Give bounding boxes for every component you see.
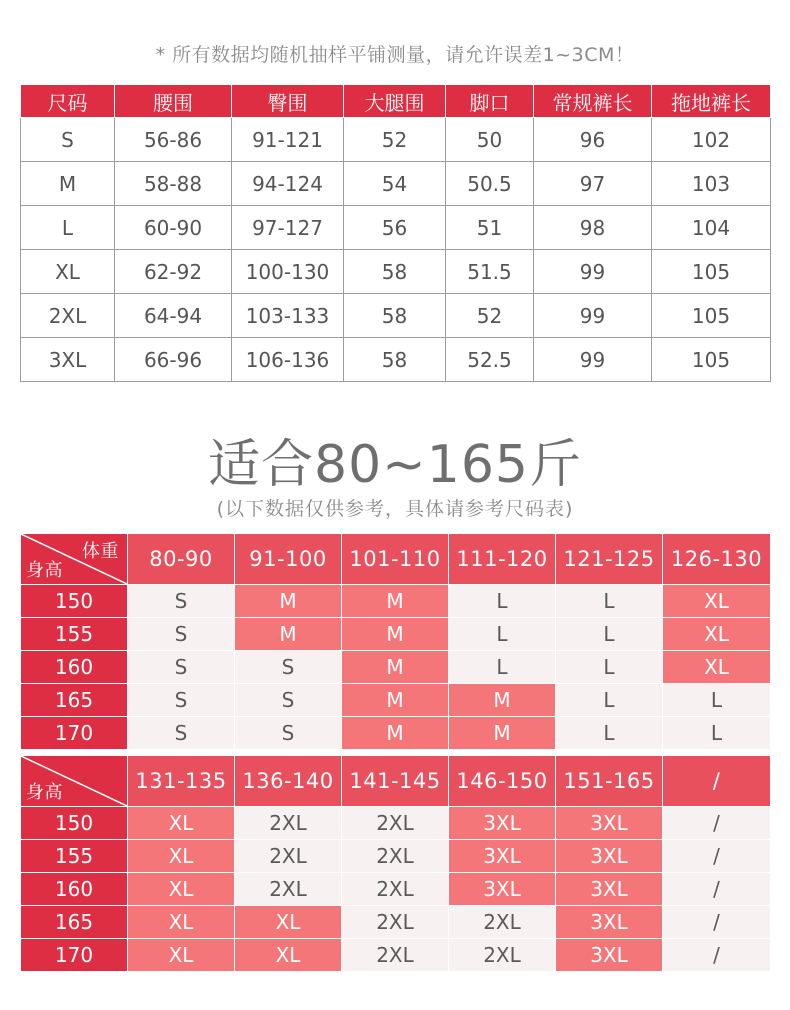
height-row [21, 651, 771, 684]
weight-range-header: 111-120 [449, 534, 556, 585]
height-label: 160 [21, 873, 128, 906]
header-size: 尺码 [21, 85, 115, 118]
height-label: 150 [21, 585, 128, 618]
height-row [21, 873, 771, 906]
weight-range-header: 146-150 [449, 756, 556, 807]
height-row [21, 684, 771, 717]
size-cell-long-length: 102 [652, 118, 771, 162]
height-label: 155 [21, 618, 128, 651]
size-cell-hem: 50 [446, 118, 534, 162]
size-cell-waist: 66-96 [115, 338, 232, 382]
weight-header-row [21, 534, 771, 585]
size-recommendation-cell: S [128, 618, 235, 651]
size-recommendation-cell: 2XL [449, 906, 556, 939]
size-recommendation-cell: 2XL [342, 840, 449, 873]
header-thigh: 大腿围 [344, 85, 446, 118]
size-recommendation-cell: 2XL [342, 906, 449, 939]
size-recommendation-table-1 [20, 533, 771, 750]
size-cell-waist: 60-90 [115, 206, 232, 250]
size-recommendation-cell: XL [128, 873, 235, 906]
size-recommendation-cell: L [663, 684, 771, 717]
height-label: 165 [21, 906, 128, 939]
size-recommendation-cell: M [342, 684, 449, 717]
size-cell-regular-length: 96 [534, 118, 652, 162]
size-recommendation-cell: M [342, 651, 449, 684]
height-row [21, 807, 771, 840]
size-cell-regular-length: 99 [534, 338, 652, 382]
size-recommendation-cell: 2XL [235, 807, 342, 840]
weight-range-header: 151-165 [556, 756, 663, 807]
size-recommendation-cell: M [342, 618, 449, 651]
size-cell-size: L [21, 206, 115, 250]
size-recommendation-cell: L [556, 585, 663, 618]
size-row [21, 338, 771, 382]
size-recommendation-cell: L [449, 585, 556, 618]
size-recommendation-cell: 2XL [342, 807, 449, 840]
size-cell-hem: 52.5 [446, 338, 534, 382]
size-recommendation-cell: M [449, 717, 556, 750]
size-cell-thigh: 56 [344, 206, 446, 250]
size-recommendation-cell: L [556, 618, 663, 651]
height-row [21, 717, 771, 750]
size-cell-waist: 56-86 [115, 118, 232, 162]
size-recommendation-cell: 2XL [342, 939, 449, 972]
size-recommendation-cell: 2XL [342, 873, 449, 906]
size-recommendation-cell: M [342, 585, 449, 618]
corner-cell [21, 534, 128, 585]
size-cell-thigh: 58 [344, 294, 446, 338]
size-cell-thigh: 52 [344, 118, 446, 162]
size-recommendation-cell: S [235, 651, 342, 684]
size-cell-hip: 100-130 [232, 250, 344, 294]
corner-cell [21, 756, 128, 807]
height-row [21, 585, 771, 618]
size-recommendation-cell: XL [663, 585, 771, 618]
size-cell-regular-length: 97 [534, 162, 652, 206]
size-row [21, 206, 771, 250]
size-cell-long-length: 105 [652, 250, 771, 294]
size-cell-long-length: 103 [652, 162, 771, 206]
size-cell-size: 2XL [21, 294, 115, 338]
size-row [21, 162, 771, 206]
size-cell-regular-length: 98 [534, 206, 652, 250]
height-label: 155 [21, 840, 128, 873]
size-cell-long-length: 105 [652, 338, 771, 382]
size-cell-waist: 58-88 [115, 162, 232, 206]
size-recommendation-cell: / [663, 939, 771, 972]
size-recommendation-cell: L [556, 717, 663, 750]
size-cell-waist: 64-94 [115, 294, 232, 338]
size-recommendation-cell: S [128, 651, 235, 684]
size-recommendation-cell: S [235, 717, 342, 750]
size-recommendation-cell: / [663, 840, 771, 873]
size-recommendation-cell: M [342, 717, 449, 750]
size-recommendation-cell: S [128, 717, 235, 750]
corner-height-label: 身高 [26, 560, 63, 581]
height-label: 170 [21, 717, 128, 750]
height-row [21, 618, 771, 651]
size-cell-hip: 103-133 [232, 294, 344, 338]
height-label: 150 [21, 807, 128, 840]
size-recommendation-cell: L [556, 651, 663, 684]
size-cell-long-length: 105 [652, 294, 771, 338]
size-chart-table [20, 84, 771, 382]
weight-range-header: 126-130 [663, 534, 771, 585]
size-recommendation-cell: / [663, 873, 771, 906]
size-recommendation-cell: L [449, 618, 556, 651]
size-cell-size: 3XL [21, 338, 115, 382]
size-cell-hip: 94-124 [232, 162, 344, 206]
height-label: 160 [21, 651, 128, 684]
size-recommendation-cell: 2XL [235, 873, 342, 906]
corner-height-label: 身高 [26, 782, 63, 803]
size-cell-hem: 52 [446, 294, 534, 338]
corner-weight-label: 体重 [82, 541, 119, 562]
height-label: 165 [21, 684, 128, 717]
size-recommendation-cell: XL [128, 939, 235, 972]
size-recommendation-cell: / [663, 906, 771, 939]
header-long-length: 拖地裤长 [652, 85, 771, 118]
size-recommendation-cell: XL [128, 840, 235, 873]
weight-range-header: 121-125 [556, 534, 663, 585]
weight-range-header: 141-145 [342, 756, 449, 807]
size-cell-size: M [21, 162, 115, 206]
size-row [21, 118, 771, 162]
height-row [21, 939, 771, 972]
size-recommendation-cell: M [235, 618, 342, 651]
size-recommendation-cell: L [449, 651, 556, 684]
size-cell-hip: 97-127 [232, 206, 344, 250]
weight-range-header: 131-135 [128, 756, 235, 807]
size-cell-size: XL [21, 250, 115, 294]
size-recommendation-cell: / [663, 807, 771, 840]
size-recommendation-cell: S [128, 684, 235, 717]
size-recommendation-cell: XL [663, 618, 771, 651]
size-cell-regular-length: 99 [534, 294, 652, 338]
size-recommendation-cell: M [449, 684, 556, 717]
size-recommendation-cell: 2XL [449, 939, 556, 972]
size-cell-hem: 51 [446, 206, 534, 250]
size-cell-thigh: 58 [344, 250, 446, 294]
size-recommendation-cell: 3XL [556, 807, 663, 840]
size-recommendation-cell: XL [235, 939, 342, 972]
size-cell-hip: 91-121 [232, 118, 344, 162]
size-recommendation-cell: 3XL [449, 840, 556, 873]
size-cell-waist: 62-92 [115, 250, 232, 294]
size-recommendation-cell: XL [128, 807, 235, 840]
size-cell-hem: 51.5 [446, 250, 534, 294]
header-hem: 脚口 [446, 85, 534, 118]
size-recommendation-cell: L [663, 717, 771, 750]
weight-range-header: 80-90 [128, 534, 235, 585]
size-recommendation-table-2 [20, 755, 771, 972]
size-recommendation-cell: 3XL [449, 873, 556, 906]
height-row [21, 906, 771, 939]
size-recommendation-cell: 3XL [556, 906, 663, 939]
header-regular-length: 常规裤长 [534, 85, 652, 118]
size-chart-header-row [21, 85, 771, 118]
size-cell-long-length: 104 [652, 206, 771, 250]
header-hip: 臀围 [232, 85, 344, 118]
weight-range-headline: 适合80~165斤 [208, 435, 582, 495]
size-recommendation-cell: XL [663, 651, 771, 684]
size-cell-thigh: 54 [344, 162, 446, 206]
size-cell-hip: 106-136 [232, 338, 344, 382]
height-row [21, 840, 771, 873]
size-cell-size: S [21, 118, 115, 162]
weight-range-header: 91-100 [235, 534, 342, 585]
size-row [21, 250, 771, 294]
size-recommendation-cell: 3XL [556, 873, 663, 906]
size-recommendation-cell: 3XL [556, 939, 663, 972]
size-cell-thigh: 58 [344, 338, 446, 382]
reference-note: (以下数据仅供参考，具体请参考尺码表) [216, 498, 574, 520]
weight-range-header: 101-110 [342, 534, 449, 585]
weight-header-row [21, 756, 771, 807]
size-row [21, 294, 771, 338]
height-label: 170 [21, 939, 128, 972]
size-recommendation-cell: XL [235, 906, 342, 939]
size-recommendation-cell: 2XL [235, 840, 342, 873]
size-recommendation-cell: 3XL [449, 807, 556, 840]
weight-range-header: / [663, 756, 771, 807]
size-recommendation-cell: M [235, 585, 342, 618]
size-cell-regular-length: 99 [534, 250, 652, 294]
size-cell-hem: 50.5 [446, 162, 534, 206]
weight-range-header: 136-140 [235, 756, 342, 807]
header-waist: 腰围 [115, 85, 232, 118]
measurement-note: * 所有数据均随机抽样平铺测量，请允许误差1~3CM！ [155, 44, 635, 66]
size-recommendation-cell: L [556, 684, 663, 717]
size-recommendation-cell: S [235, 684, 342, 717]
size-recommendation-cell: 3XL [556, 840, 663, 873]
size-recommendation-cell: XL [128, 906, 235, 939]
size-recommendation-cell: S [128, 585, 235, 618]
